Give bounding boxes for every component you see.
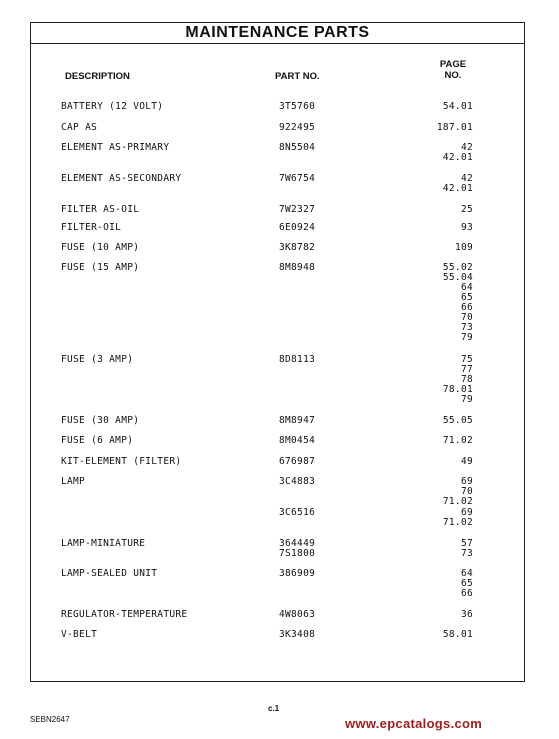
page-title: MAINTENANCE PARTS — [31, 23, 524, 44]
page-number: 79 — [460, 332, 473, 343]
page-number-cell — [411, 457, 473, 467]
part-number: 922495 — [279, 122, 316, 133]
page-number: 42 — [460, 142, 473, 153]
page-number: 71.02 — [442, 517, 473, 528]
page-number-cell — [411, 436, 473, 446]
part-description: FUSE (15 AMP) — [61, 262, 140, 273]
page-number: 58.01 — [442, 629, 473, 640]
part-number: 6E0924 — [279, 222, 316, 233]
part-description: ELEMENT AS-PRIMARY — [61, 142, 170, 153]
part-description: REGULATOR-TEMPERATURE — [61, 609, 188, 620]
part-number-cell — [279, 102, 315, 112]
part-number-cell — [279, 355, 315, 365]
header-page-no — [433, 59, 473, 81]
part-number-cell — [279, 243, 315, 253]
part-number: 3C6516 — [279, 507, 316, 518]
page-number: 25 — [460, 204, 473, 215]
part-number: 8M8948 — [279, 262, 316, 273]
parts-table-frame — [30, 22, 525, 682]
part-description: FILTER-OIL — [61, 222, 122, 233]
part-number-cell — [279, 610, 315, 620]
part-number-cell — [279, 416, 315, 426]
part-number: 7S1800 — [279, 548, 316, 559]
part-number-cell — [279, 123, 315, 133]
page-number: 55.04 — [442, 272, 473, 283]
page-number: 55.02 — [442, 262, 473, 273]
page-number-cell — [411, 610, 473, 620]
page-number: 66 — [460, 302, 473, 313]
part-number-cell — [279, 477, 315, 487]
part-description: LAMP-MINIATURE — [61, 538, 146, 549]
page-number-cell — [411, 355, 473, 405]
part-number-cell — [279, 569, 315, 579]
part-number-cell — [279, 436, 315, 446]
part-description: FUSE (3 AMP) — [61, 354, 134, 365]
page-number: 69 — [460, 476, 473, 487]
part-number: 8M8947 — [279, 415, 316, 426]
page-number: 93 — [460, 222, 473, 233]
page-number: 73 — [460, 322, 473, 333]
part-number-cell — [279, 539, 315, 559]
page-number: 64 — [460, 568, 473, 579]
page-number: 79 — [460, 394, 473, 405]
part-number: 3K3408 — [279, 629, 316, 640]
watermark: www.epcatalogs.com — [345, 716, 483, 731]
page-number-cell — [411, 102, 473, 112]
page-number: 55.05 — [442, 415, 473, 426]
page-number: 42 — [460, 173, 473, 184]
part-description: FUSE (30 AMP) — [61, 415, 140, 426]
part-number-cell — [279, 223, 315, 233]
page-number: 70 — [460, 486, 473, 497]
part-description: V-BELT — [61, 629, 98, 640]
page-number-cell — [411, 205, 473, 215]
page-number-cell — [411, 123, 473, 133]
part-number: 8M0454 — [279, 435, 316, 446]
part-description: ELEMENT AS-SECONDARY — [61, 173, 182, 184]
page-number: 57 — [460, 538, 473, 549]
part-description: FUSE (6 AMP) — [61, 435, 134, 446]
part-description: FILTER AS-OIL — [61, 204, 140, 215]
page-number: 78 — [460, 374, 473, 385]
page-number: 69 — [460, 507, 473, 518]
page-number: 71.02 — [442, 496, 473, 507]
part-number: 7W2327 — [279, 204, 316, 215]
part-number-cell — [279, 205, 315, 215]
page-number-cell — [411, 630, 473, 640]
part-number: 3T5760 — [279, 101, 316, 112]
part-number: 8D8113 — [279, 354, 316, 365]
header-description: DESCRIPTION — [65, 71, 130, 82]
part-number: 3C4883 — [279, 476, 316, 487]
header-part-no: PART NO. — [275, 71, 320, 82]
page-label: c.1 — [268, 704, 280, 713]
part-number: 7W6754 — [279, 173, 316, 184]
page-number-cell — [411, 416, 473, 426]
part-description: CAP AS — [61, 122, 98, 133]
page-number: 75 — [460, 354, 473, 365]
part-description: LAMP-SEALED UNIT — [61, 568, 158, 579]
page-number: 42.01 — [442, 183, 473, 194]
part-number: 364449 — [279, 538, 316, 549]
part-number-cell — [279, 508, 315, 518]
header-page-line1: PAGE — [439, 59, 467, 70]
page-number: 109 — [454, 242, 473, 253]
header-page-line2: NO. — [444, 70, 462, 81]
page-number: 66 — [460, 588, 473, 599]
page-number-cell — [411, 477, 473, 507]
part-number: 3K8782 — [279, 242, 316, 253]
page-number-cell — [411, 223, 473, 233]
page-number-cell — [411, 263, 473, 343]
part-number: 386909 — [279, 568, 316, 579]
part-number-cell — [279, 457, 315, 467]
document-id: SEBN2647 — [30, 715, 70, 724]
page-number-cell — [411, 569, 473, 599]
page-number: 64 — [460, 282, 473, 293]
part-number-cell — [279, 174, 315, 184]
part-number: 4W8063 — [279, 609, 316, 620]
part-description: LAMP — [61, 476, 86, 487]
part-number: 8N5504 — [279, 142, 316, 153]
page-number-cell — [411, 508, 473, 528]
page-number-cell — [411, 539, 473, 559]
page-number: 54.01 — [442, 101, 473, 112]
page-number-cell — [411, 243, 473, 253]
page-number: 187.01 — [436, 122, 473, 133]
part-description: BATTERY (12 VOLT) — [61, 101, 164, 112]
page-number: 65 — [460, 578, 473, 589]
page-number: 73 — [460, 548, 473, 559]
page-number: 78.01 — [442, 384, 473, 395]
page-number: 49 — [460, 456, 473, 467]
page-number: 70 — [460, 312, 473, 323]
part-number-cell — [279, 263, 315, 273]
part-number-cell — [279, 143, 315, 153]
part-description: FUSE (10 AMP) — [61, 242, 140, 253]
page-number: 36 — [460, 609, 473, 620]
page-number-cell — [411, 143, 473, 163]
part-number: 676987 — [279, 456, 316, 467]
page-number: 77 — [460, 364, 473, 375]
part-number-cell — [279, 630, 315, 640]
page-number: 71.02 — [442, 435, 473, 446]
page-number: 42.01 — [442, 152, 473, 163]
page-number: 65 — [460, 292, 473, 303]
part-description: KIT-ELEMENT (FILTER) — [61, 456, 182, 467]
page-number-cell — [411, 174, 473, 194]
